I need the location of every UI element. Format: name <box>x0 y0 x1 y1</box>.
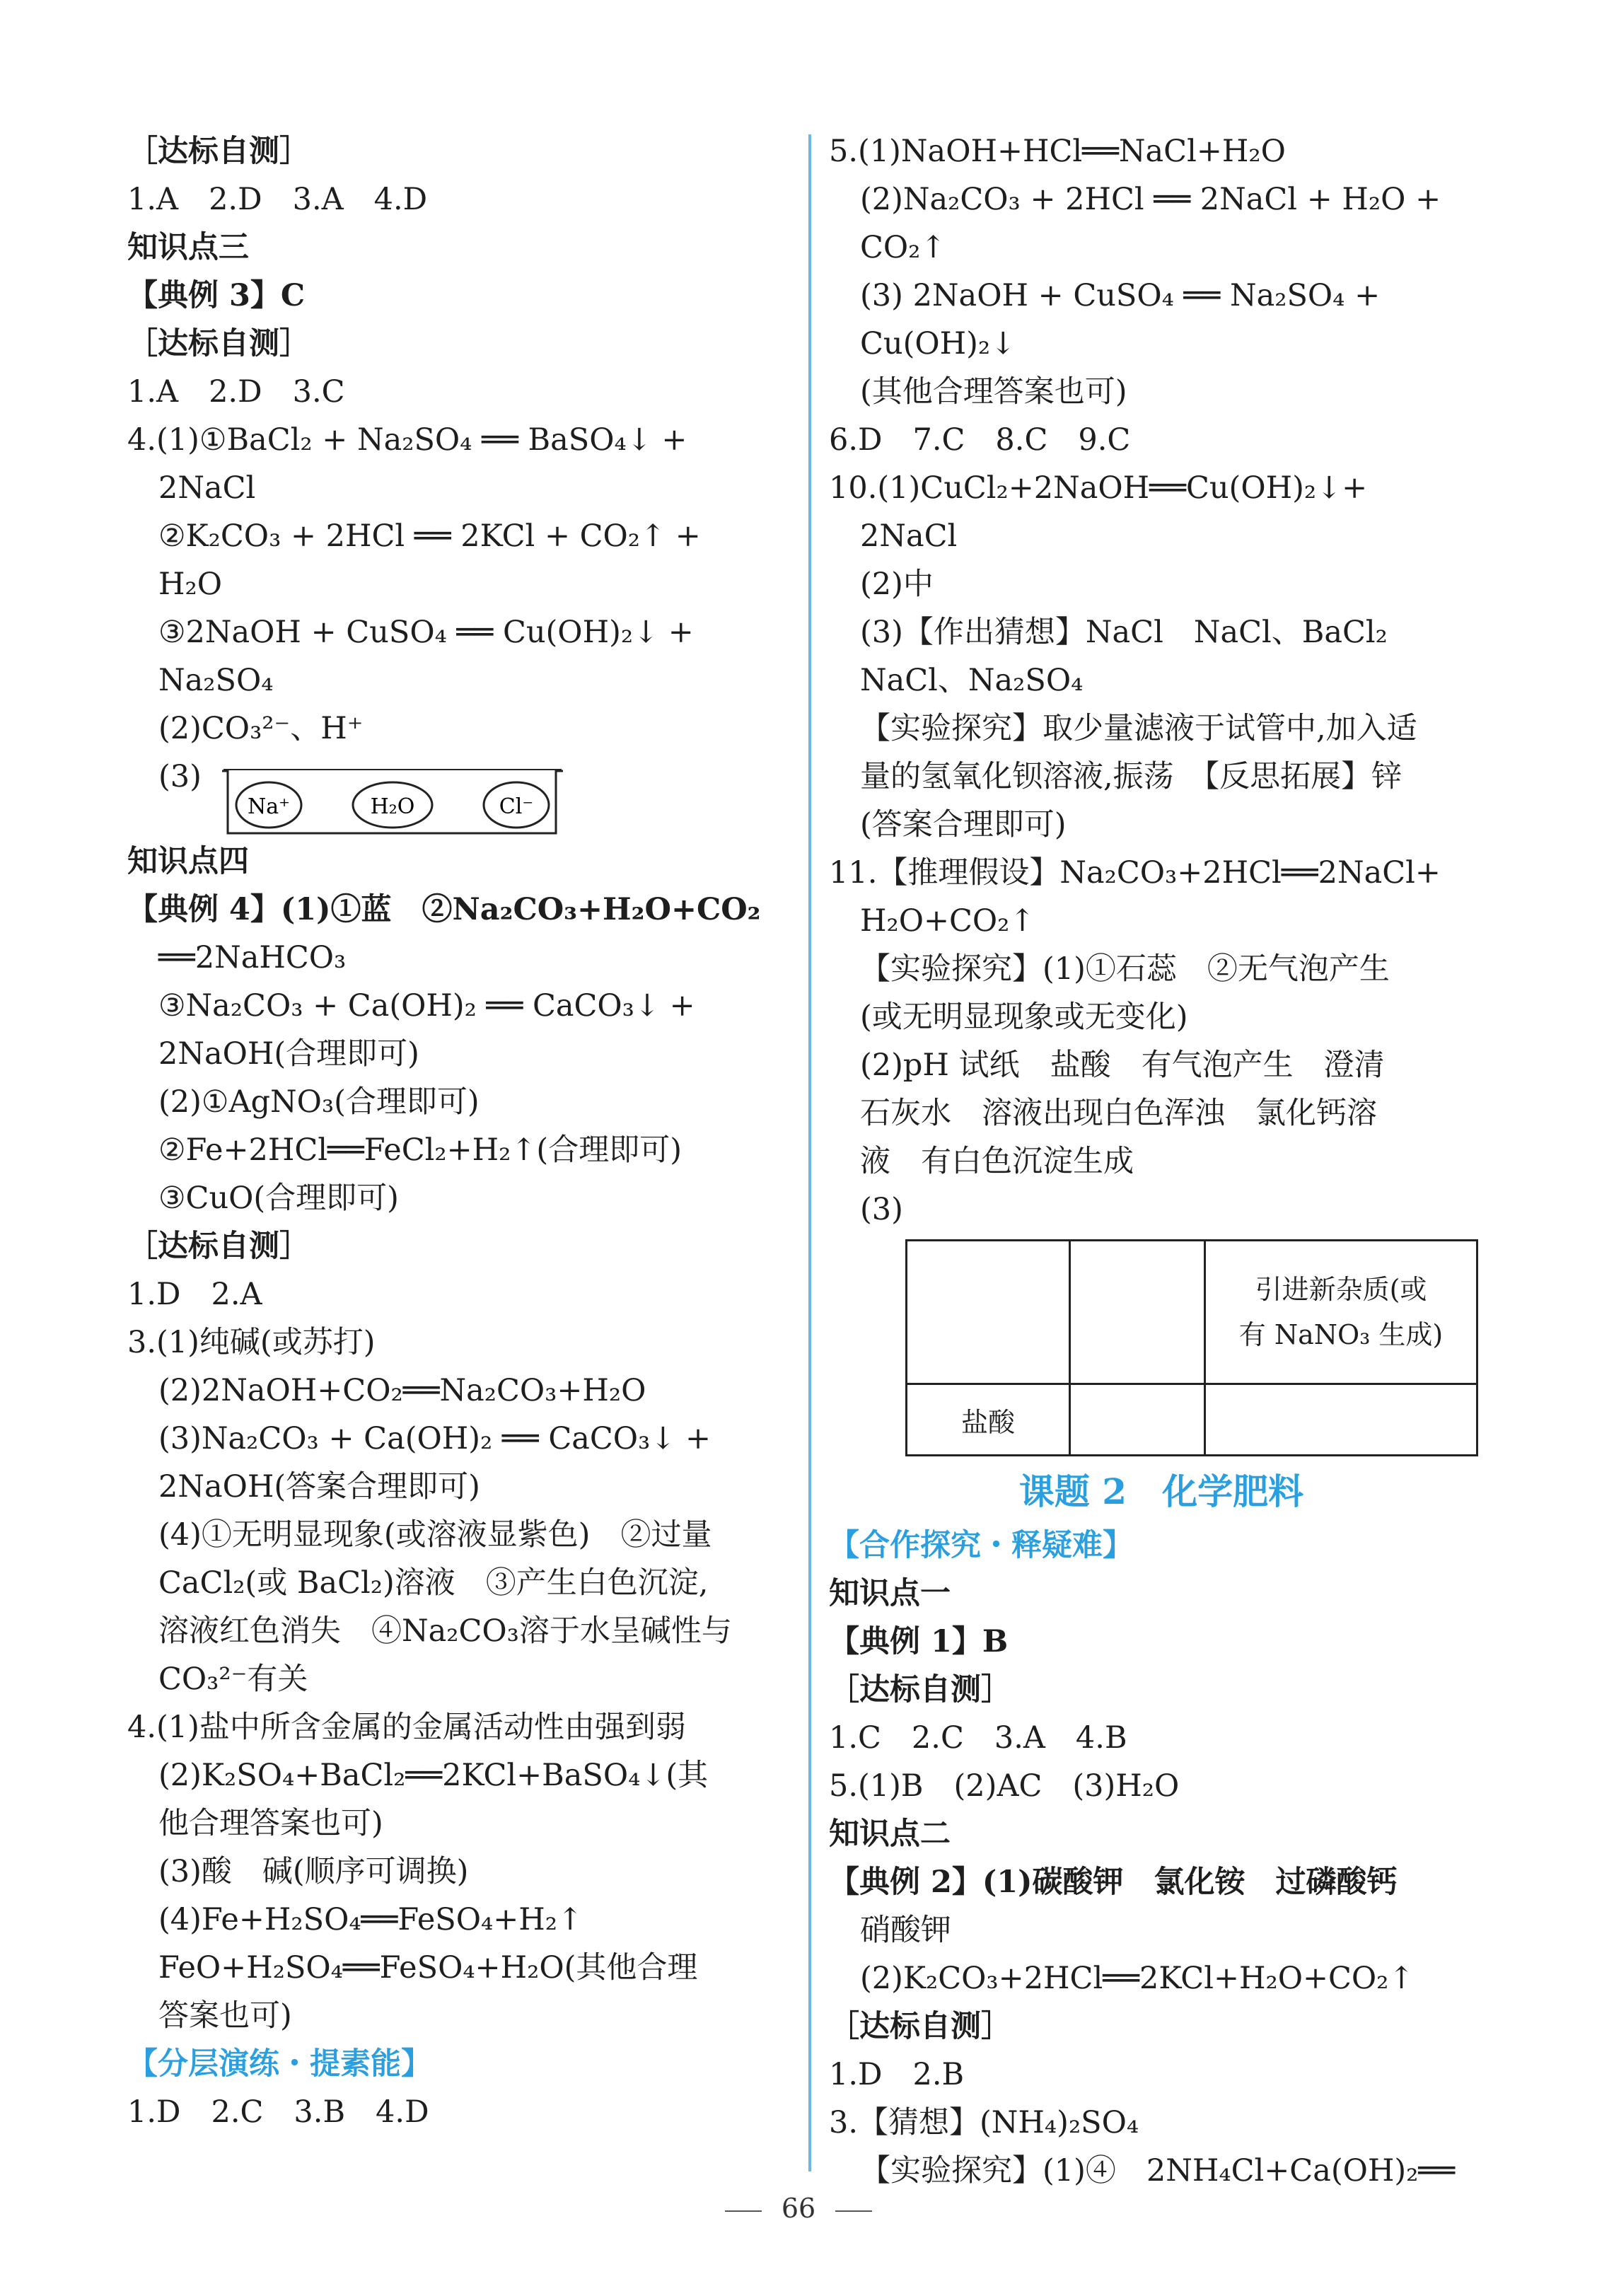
answer-line: 2NaCl <box>158 470 256 506</box>
answer-line: 他合理答案也可) <box>158 1806 383 1841</box>
na-label: Na⁺ <box>248 794 290 819</box>
answer-line: 1.D 2.B <box>829 2057 965 2092</box>
answer-line: 11.【推理假设】Na₂CO₃+2HCl══2NaCl+ <box>829 855 1441 891</box>
answer-line: (4)Fe+H₂SO₄══FeSO₄+H₂↑ <box>158 1902 583 1937</box>
answer-line: H₂O+CO₂↑ <box>860 903 1035 939</box>
answer-line: (其他合理答案也可) <box>860 374 1127 410</box>
footer-dash <box>725 2210 762 2212</box>
answer-line: CaCl₂(或 BaCl₂)溶液 ③产生白色沉淀, <box>158 1565 709 1601</box>
left-column <box>127 127 785 2136</box>
answer-line: 【实验探究】(1)①石蕊 ②无气泡产生 <box>860 951 1390 987</box>
answer-line: ③Na₂CO₃ + Ca(OH)₂ ══ CaCO₃↓ + <box>158 988 695 1024</box>
answer-line: ［达标自测］ <box>127 1229 310 1264</box>
answer-line: 3.【猜想】(NH₄)₂SO₄ <box>829 2105 1139 2140</box>
answer-line: Cu(OH)₂↓ <box>860 326 1016 361</box>
h2o-label: H₂O <box>370 794 415 819</box>
answer-line: 1.A 2.D 3.A 4.D <box>127 182 428 217</box>
answer-line: 【实验探究】(1)④ 2NH₄Cl+Ca(OH)₂══ <box>860 2153 1456 2188</box>
answer-line: ③CuO(合理即可) <box>158 1181 399 1216</box>
table-text: 有 NaNO₃ 生成) <box>1238 1319 1444 1350</box>
table-cell <box>1205 1384 1477 1456</box>
answer-line: CO₃²⁻有关 <box>158 1662 308 1697</box>
answer-line: 10.(1)CuCl₂+2NaOH══Cu(OH)₂↓+ <box>829 470 1368 506</box>
answer-line: 1.D 2.C 3.B 4.D <box>127 2094 429 2130</box>
answer-line: ［达标自测］ <box>829 2009 1011 2044</box>
answer-line: 石灰水 溶液出现白色浑浊 氯化钙溶 <box>860 1096 1377 1131</box>
answer-line: 【典例 3】C <box>127 278 306 313</box>
answer-line: (或无明显现象或无变化) <box>860 999 1188 1035</box>
table-cell <box>1070 1241 1205 1384</box>
answer-line: 知识点三 <box>127 230 249 265</box>
answer-line: CO₂↑ <box>860 230 946 265</box>
answer-line: 2NaOH(合理即可) <box>158 1036 419 1072</box>
ion-diagram <box>127 753 785 837</box>
answer-line: 答案也可) <box>158 1998 292 2034</box>
table-cell <box>1070 1384 1205 1456</box>
answer-line: 硝酸钾 <box>860 1913 951 1948</box>
answer-line: 6.D 7.C 8.C 9.C <box>829 422 1131 458</box>
answer-line: 2NaOH(答案合理即可) <box>158 1469 480 1504</box>
answer-line: (4)①无明显现象(或溶液显紫色) ②过量 <box>158 1517 712 1553</box>
answer-line: 1.A 2.D 3.C <box>127 374 345 410</box>
answer-line: (2)CO₃²⁻、H⁺ <box>158 711 364 746</box>
ion-diagram-label: (3) <box>158 759 202 794</box>
cl-label: Cl⁻ <box>499 794 534 819</box>
answer-line: (2)中 <box>860 567 934 602</box>
table-text: 引进新杂质(或 <box>1255 1274 1427 1305</box>
answer-line: ③2NaOH + CuSO₄ ══ Cu(OH)₂↓ + <box>158 615 694 650</box>
answer-line: (答案合理即可) <box>860 807 1067 842</box>
answer-line: 1.D 2.A <box>127 1277 262 1312</box>
answer-line: 5.(1)NaOH+HCl══NaCl+H₂O <box>829 134 1286 169</box>
answer-line: 液 有白色沉淀生成 <box>860 1144 1134 1179</box>
answer-line: 1.C 2.C 3.A 4.B <box>829 1720 1127 1756</box>
beaker-diagram <box>219 763 566 836</box>
answer-line: (2)pH 试纸 盐酸 有气泡产生 澄清 <box>860 1048 1385 1083</box>
answer-line: 知识点一 <box>829 1576 951 1611</box>
table-cell <box>1205 1241 1477 1384</box>
answer-line: (3)【作出猜想】NaCl NaCl、BaCl₂ <box>860 615 1388 650</box>
page-number: 66 <box>781 2193 816 2224</box>
answer-line: ══2NaHCO₃ <box>158 940 347 975</box>
answer-line: 4.(1)盐中所含金属的金属活动性由强到弱 <box>127 1710 686 1745</box>
answer-line: Na₂SO₄ <box>158 663 274 698</box>
answer-line: 5.(1)B (2)AC (3)H₂O <box>829 1768 1180 1804</box>
answer-line: (3)Na₂CO₃ + Ca(OH)₂ ══ CaCO₃↓ + <box>158 1421 712 1456</box>
answer-line: 【合作探究・释疑难】 <box>829 1528 1133 1563</box>
answer-line: (3)酸 碱(顺序可调换) <box>158 1854 469 1889</box>
answer-line: 【典例 4】(1)①蓝 ②Na₂CO₃+H₂O+CO₂ <box>127 892 761 927</box>
answer-line: ［达标自测］ <box>829 1672 1011 1707</box>
answer-line: 【分层演练・提素能】 <box>127 2046 431 2082</box>
answer-line: ［达标自测］ <box>127 134 310 169</box>
answer-line: (2)K₂CO₃+2HCl══2KCl+H₂O+CO₂↑ <box>860 1961 1415 1996</box>
answer-line: 【实验探究】取少量滤液于试管中,加入适 <box>860 711 1417 746</box>
answer-line: 2NaCl <box>860 518 958 554</box>
answer-line: ②Fe+2HCl══FeCl₂+H₂↑(合理即可) <box>158 1132 682 1168</box>
lesson-title: 课题 2 化学肥料 <box>1018 1471 1304 1512</box>
answer-line: (2)①AgNO₃(合理即可) <box>158 1084 480 1120</box>
right-column <box>829 127 1494 2195</box>
answer-line: 【典例 1】B <box>829 1624 1009 1659</box>
answer-line: H₂O <box>158 567 222 602</box>
answer-line: NaCl、Na₂SO₄ <box>860 663 1084 698</box>
answer-line: 知识点二 <box>829 1816 951 1852</box>
answer-line: FeO+H₂SO₄══FeSO₄+H₂O(其他合理 <box>158 1950 698 1985</box>
answer-line: (3) <box>860 1192 903 1227</box>
answer-line: (2)K₂SO₄+BaCl₂══2KCl+BaSO₄↓(其 <box>158 1758 709 1793</box>
answer-line: (2)Na₂CO₃ + 2HCl ══ 2NaCl + H₂O + <box>860 182 1441 217</box>
answer-line: 溶液红色消失 ④Na₂CO₃溶于水呈碱性与 <box>158 1613 732 1649</box>
answer-line: (2)2NaOH+CO₂══Na₂CO₃+H₂O <box>158 1373 646 1408</box>
footer-dash <box>835 2210 872 2212</box>
answer-line: 量的氢氧化钡溶液,振荡 【反思拓展】锌 <box>860 759 1403 794</box>
table-cell <box>907 1241 1070 1384</box>
right-answers-top <box>829 127 1494 1234</box>
answer-line: ［达标自测］ <box>127 326 310 361</box>
answer-line: ②K₂CO₃ + 2HCl ══ 2KCl + CO₂↑ + <box>158 518 701 554</box>
table-cell: 盐酸 <box>907 1384 1070 1456</box>
answer-line: 知识点四 <box>127 844 249 879</box>
answer-line: (3) 2NaOH + CuSO₄ ══ Na₂SO₄ + <box>860 278 1381 313</box>
column-divider <box>808 134 811 2172</box>
answer-line: 3.(1)纯碱(或苏打) <box>127 1325 376 1360</box>
right-answers-bottom <box>829 1521 1494 2195</box>
answer-table <box>905 1239 1478 1456</box>
answer-line: 【典例 2】(1)碳酸钾 氯化铵 过磷酸钙 <box>829 1865 1398 1900</box>
answer-line: 4.(1)①BaCl₂ + Na₂SO₄ ══ BaSO₄↓ + <box>127 422 687 458</box>
page-footer <box>0 2193 1597 2224</box>
